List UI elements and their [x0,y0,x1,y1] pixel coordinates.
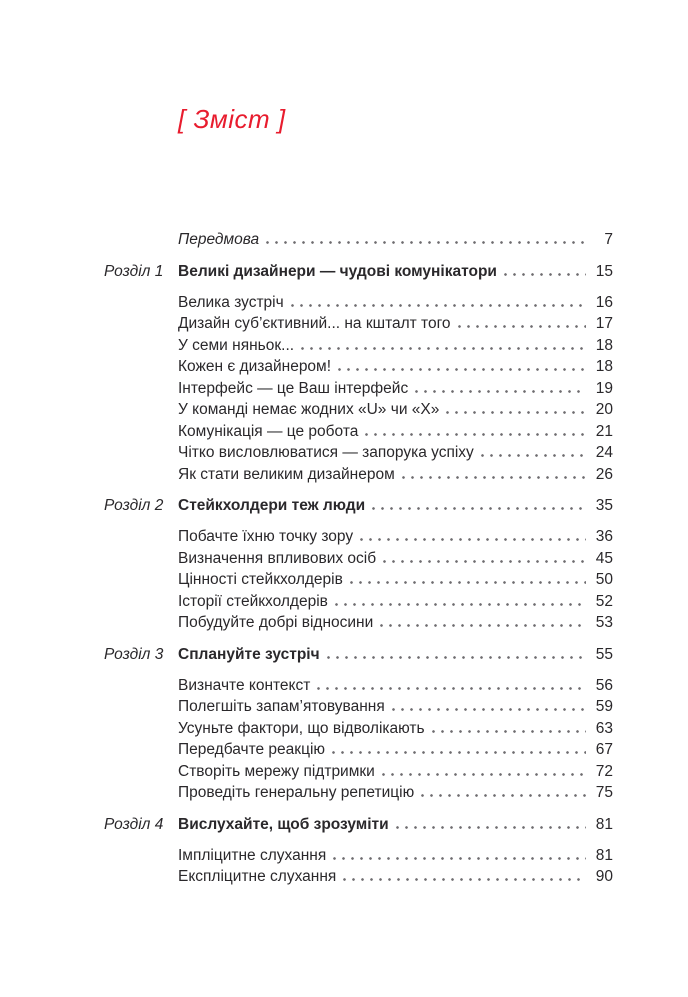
toc-entry [104,442,613,464]
dot-leader-icon [402,476,586,479]
dot-leader-icon [266,241,586,244]
toc-page-number: 75 [595,784,613,801]
dot-leader-icon [458,325,586,328]
toc-page-number: 20 [595,401,613,418]
toc-entry-title: Усуньте фактори, що відволікають [178,719,425,737]
toc-entry-title: Інтерфейс — це Ваш інтерфейс [178,379,409,397]
toc-entry [104,335,613,357]
toc-entry-title: Полегшіть запам’ятовування [178,698,385,715]
toc-entry-title: Експліцитне слухання [178,868,337,885]
dot-leader-icon [317,687,586,690]
toc-entry-title: Історії стейкхолдерів [178,592,328,610]
toc-entry-title: Сплануйте зустріч [178,645,320,663]
toc-entry [104,782,613,804]
toc-page-number: 45 [595,549,613,567]
toc-chapter-label: Розділ 2 [104,497,164,514]
dot-leader-icon [372,507,586,510]
toc-chapter-label: Розділ 1 [104,262,164,280]
toc-entry-title: Кожен є дизайнером! [178,358,332,375]
toc-page-number: 18 [595,336,613,354]
dot-leader-icon [301,347,586,350]
dot-leader-icon [343,878,586,881]
dot-leader-icon [446,411,586,414]
toc-page-number: 59 [595,698,613,715]
toc-page-number: 63 [595,719,613,737]
toc-entry [104,761,613,783]
toc-entry [104,696,613,718]
toc-page-number: 67 [595,741,613,758]
toc-entry-title: Імпліцитне слухання [178,846,327,864]
toc-page-number: 24 [595,444,613,461]
toc-page-number: 55 [595,645,613,663]
toc-page-number: 19 [595,379,613,397]
toc-entry [104,229,613,251]
toc-page-number: 52 [595,592,613,610]
toc-page-number: 15 [595,262,613,280]
toc-page-number: 16 [595,293,613,311]
toc-entry [104,378,613,400]
toc-entry [104,569,613,591]
toc-page-number: 7 [604,231,613,248]
toc-entry [104,356,613,378]
dot-leader-icon [332,751,586,754]
toc-entry-title: Побачте їхню точку зору [178,528,354,545]
toc-entry [104,495,613,517]
page-title: [ Зміст ] [178,104,286,134]
toc-page-number: 81 [595,815,613,833]
toc-page-number: 17 [595,315,613,332]
toc-entry [104,548,613,570]
toc-entry-title: У семи няньок... [178,336,295,354]
dot-leader-icon [335,603,586,606]
toc-entry [104,421,613,443]
toc-entry [104,591,613,613]
toc-entry-title: Великі дизайнери — чудові комунікатори [178,262,497,280]
toc-entry-title: Визначте контекст [178,676,311,694]
dot-leader-icon [392,708,586,711]
toc-chapter-label: Розділ 3 [104,645,164,663]
dot-leader-icon [383,560,586,563]
toc-entry-title: Передбачте реакцію [178,741,326,758]
toc-entry-title: Чітко висловлюватися — запорука успіху [178,444,474,461]
dot-leader-icon [421,794,586,797]
dot-leader-icon [481,454,586,457]
dot-leader-icon [380,624,586,627]
toc-entry [104,261,613,283]
toc-entry-title: Велика зустріч [178,293,284,311]
toc-entry [104,464,613,486]
toc-entry-title: Визначення впливових осіб [178,549,377,567]
toc-page-number: 35 [595,497,613,514]
toc-entry-title: Цінності стейкхолдерів [178,571,343,588]
toc-entry-title: У команді немає жодних «U» чи «X» [178,401,440,418]
toc-entry [104,866,613,888]
toc-page-number: 36 [595,528,613,545]
toc-page-number: 81 [595,846,613,864]
toc-page-number: 21 [595,422,613,440]
toc-entry [104,526,613,548]
dot-leader-icon [415,390,586,393]
toc-entry-title: Комунікація — це робота [178,422,359,440]
toc-page-number: 50 [595,571,613,588]
dot-leader-icon [360,538,586,541]
toc-entry [104,612,613,634]
toc-entry [104,644,613,666]
dot-leader-icon [504,273,586,276]
toc-entry-title: Вислухайте, щоб зрозуміти [178,815,389,833]
toc-entry [104,675,613,697]
toc-entry [104,814,613,836]
toc-entry-title: Передмова [178,231,260,248]
toc-entry [104,739,613,761]
toc-entry [104,718,613,740]
toc-entry-title: Створіть мережу підтримки [178,762,375,780]
toc-entry [104,399,613,421]
dot-leader-icon [432,730,586,733]
dot-leader-icon [327,656,586,659]
toc-entry [104,845,613,867]
table-of-contents [104,229,613,888]
dot-leader-icon [382,773,586,776]
dot-leader-icon [333,857,586,860]
dot-leader-icon [396,826,586,829]
toc-entry-title: Дизайн суб’єктивний... на кшталт того [178,315,451,332]
toc-page-number: 26 [595,465,613,483]
dot-leader-icon [365,433,586,436]
toc-entry-title: Стейкхолдери теж люди [178,497,366,514]
dot-leader-icon [338,368,586,371]
toc-page-number: 90 [595,868,613,885]
toc-chapter-label: Розділ 4 [104,815,164,833]
dot-leader-icon [350,581,586,584]
toc-entry-title: Проведіть генеральну репетицію [178,784,415,801]
toc-page-number: 18 [595,358,613,375]
dot-leader-icon [291,304,586,307]
toc-entry [104,292,613,314]
toc-page-number: 56 [595,676,613,694]
toc-entry-title: Як стати великим дизайнером [178,465,395,483]
toc-entry [104,313,613,335]
toc-page-number: 72 [595,762,613,780]
toc-page-number: 53 [595,614,613,631]
toc-entry-title: Побудуйте добрі відносини [178,614,374,631]
